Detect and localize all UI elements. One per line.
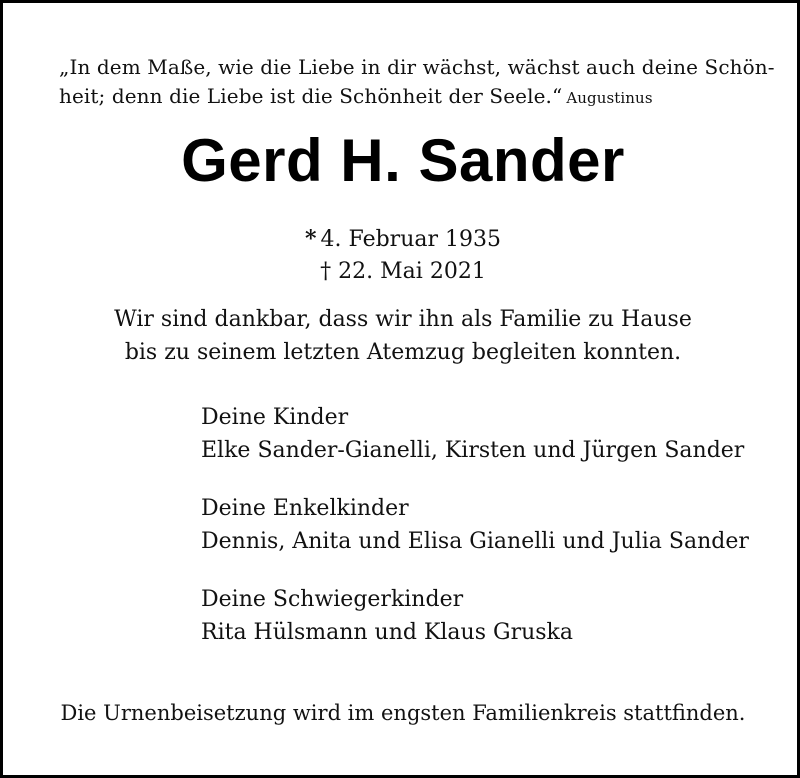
birth-date: 4. Februar 1935 xyxy=(320,227,501,252)
family-group-names: Rita Hülsmann und Klaus Gruska xyxy=(201,620,573,645)
gratitude-text xyxy=(3,303,800,369)
family-group-grandchildren xyxy=(201,492,771,558)
death-cross-icon: † xyxy=(320,259,332,284)
gratitude-line-2: bis zu seinem letzten Atemzug begleiten konnten. xyxy=(124,340,682,365)
mourners-list xyxy=(201,401,771,649)
death-date-line xyxy=(3,256,800,288)
quote-line-2-text: heit; denn die Liebe ist die Schönheit der Seele.“ xyxy=(59,84,563,108)
gratitude-line-1: Wir sind dankbar, dass wir ihn als Familie zu Hause xyxy=(114,307,692,332)
quote-author: Augustinus xyxy=(566,89,653,107)
family-group-names: Dennis, Anita und Elisa Gianelli und Julia Sander xyxy=(201,529,749,554)
birth-star-icon: * xyxy=(305,226,317,252)
burial-note: Die Urnenbeisetzung wird im engsten Familienkreis stattfinden. xyxy=(60,701,746,725)
life-dates xyxy=(3,223,800,288)
family-group-children xyxy=(201,401,771,467)
birth-date-line xyxy=(3,223,800,256)
family-group-names: Elke Sander-Gianelli, Kirsten und Jürgen Sander xyxy=(201,438,745,463)
family-group-heading: Deine Schwiegerkinder xyxy=(201,587,464,612)
family-group-in-laws xyxy=(201,583,771,649)
family-group-heading: Deine Kinder xyxy=(201,405,349,430)
deceased-name: Gerd H. Sander xyxy=(181,127,625,194)
quote-block xyxy=(59,53,775,113)
quote-line-2 xyxy=(59,82,759,113)
family-group-heading: Deine Enkelkinder xyxy=(201,496,409,521)
quote-line-1: „In dem Maße, wie die Liebe in dir wächst, wächst auch deine Schön- xyxy=(59,55,775,79)
death-date: 22. Mai 2021 xyxy=(338,259,486,284)
